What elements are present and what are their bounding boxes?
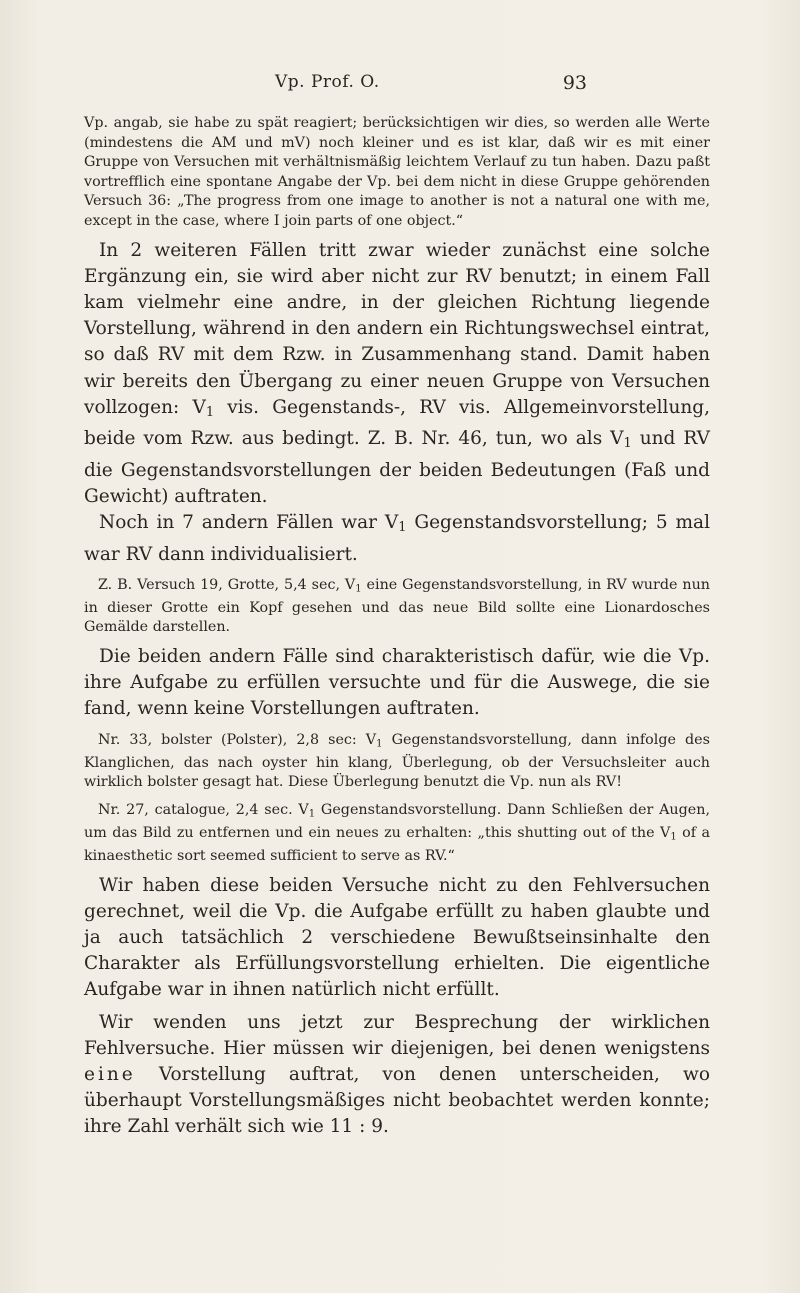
subscript-1: 1	[670, 831, 677, 843]
paragraph-7-text-b: Gegenstandsvorstellung. Dann Schließen der Augen, um das Bild zu entfernen und ein neues zu erhalten: „this shutting out of the V	[84, 801, 710, 841]
paragraph-8: Wir haben diese beiden Versuche nicht zu den Fehlversuchen gerechnet, weil die Vp. die Aufgabe erfüllt zu haben glaubte und ja auch tatsächlich 2 verschiedene Bewußtseinsinhalte den Charakter als Erfüllungsvorstellung erhielten. Die eigentliche Aufgabe war in ihnen natürlich nicht erfüllt.	[84, 874, 710, 1001]
subscript-1: 1	[398, 520, 407, 536]
paragraph-2-text-b: vis. Gegenstands-, RV vis. Allgemeinvorstellung, beide vom Rzw. aus bedingt. Z. B. Nr. 46, tun, wo als V	[84, 396, 710, 450]
paragraph-2-text-c: und RV die Gegenstandsvorstellungen der beiden Bedeutungen (Faß und Gewicht) auftraten.	[84, 428, 710, 507]
paragraph-9	[84, 1010, 710, 1141]
running-head: Vp. Prof. O.	[275, 72, 380, 92]
paragraph-7-text-c: of a kinaesthetic sort seemed sufficient to serve as RV.“	[84, 824, 711, 865]
subscript-1: 1	[205, 405, 215, 421]
paragraph-7-text-a: Nr. 27, catalogue, 2,4 sec. V	[98, 801, 309, 818]
subscript-1: 1	[355, 583, 362, 595]
subscript-1: 1	[376, 738, 383, 750]
paragraph-4-text-a: Z. B. Versuch 19, Grotte, 5,4 sec, V	[98, 576, 356, 593]
paragraph-3-text-a: Noch in 7 andern Fällen war V	[99, 512, 399, 534]
paragraph-6	[84, 731, 710, 793]
paragraph-2-text-a: In 2 weiteren Fällen tritt zwar wieder zunächst eine solche Ergänzung ein, sie wird aber nicht zur RV benutzt; in einem Fall kam vielmehr eine andre, in der gleichen Richtung liegende Vorstellung, während in den andern ein Richtungswechsel eintrat, so daß RV mit dem Rzw. in Zusammenhang stand. Damit haben wir bereits den Übergang zu einer neuen Gruppe von Versuchen vollzogen: V	[84, 239, 710, 418]
paragraph-7	[84, 801, 710, 867]
paragraph-4	[84, 576, 710, 638]
page-number: 93	[562, 72, 587, 94]
paragraph-3-text-b: Gegenstandsvorstellung; 5 mal war RV dann individualisiert.	[84, 512, 710, 565]
paragraph-9-text-b: Vorstellung auftrat, von denen unterscheiden, wo überhaupt Vorstellungsmäßiges nicht beobachtet werden konnte; ihre Zahl verhält sich wie 11 : 9.	[84, 1064, 710, 1138]
paragraph-1: Vp. angab, sie habe zu spät reagiert; berücksichtigen wir dies, so werden alle Werte (mindestens die AM und mV) noch kleiner und es ist klar, daß wir es mit einer Gruppe von Versuchen mit verhältnismäßig leichtem Verlauf zu tun haben. Dazu paßt vortrefflich eine spontane Angabe der Vp. bei dem nicht in diese Gruppe gehörenden Versuch 36: „The progress from one image to another is not a natural one with me, except in the case, where I join parts of one object.“	[84, 115, 710, 229]
paragraph-4-text-b: eine Gegenstandsvorstellung, in RV wurde nun in dieser Grotte ein Kopf gesehen und das neue Bild sollte eine Lionardosches Gemälde darstellen.	[84, 576, 711, 636]
paragraph-6-text-a: Nr. 33, bolster (Polster), 2,8 sec: V	[98, 731, 377, 748]
emphasis-eine: eine	[84, 1064, 136, 1086]
paragraph-9-text-a: Wir wenden uns jetzt zur Besprechung der wirklichen Fehlversuche. Hier müssen wir diejenigen, bei denen wenigstens	[84, 1011, 710, 1059]
page-body	[84, 114, 710, 1141]
subscript-1: 1	[623, 436, 632, 452]
paragraph-6-text-b: Gegenstandsvorstellung, dann infolge des Klanglichen, das nach oyster hin klang, Überlegung, ob der Versuchsleiter auch wirklich bolster gesagt hat. Diese Überlegung benutzt die Vp. nun als RV!	[84, 731, 710, 791]
paragraph-3	[84, 510, 710, 568]
subscript-1: 1	[308, 808, 316, 820]
page-header	[275, 72, 587, 100]
paragraph-2	[84, 238, 710, 511]
paragraph-5: Die beiden andern Fälle sind charakteristisch dafür, wie die Vp. ihre Aufgabe zu erfüllen versuchte und für die Auswege, die sie fand, wenn keine Vorstellungen auftraten.	[84, 645, 710, 720]
